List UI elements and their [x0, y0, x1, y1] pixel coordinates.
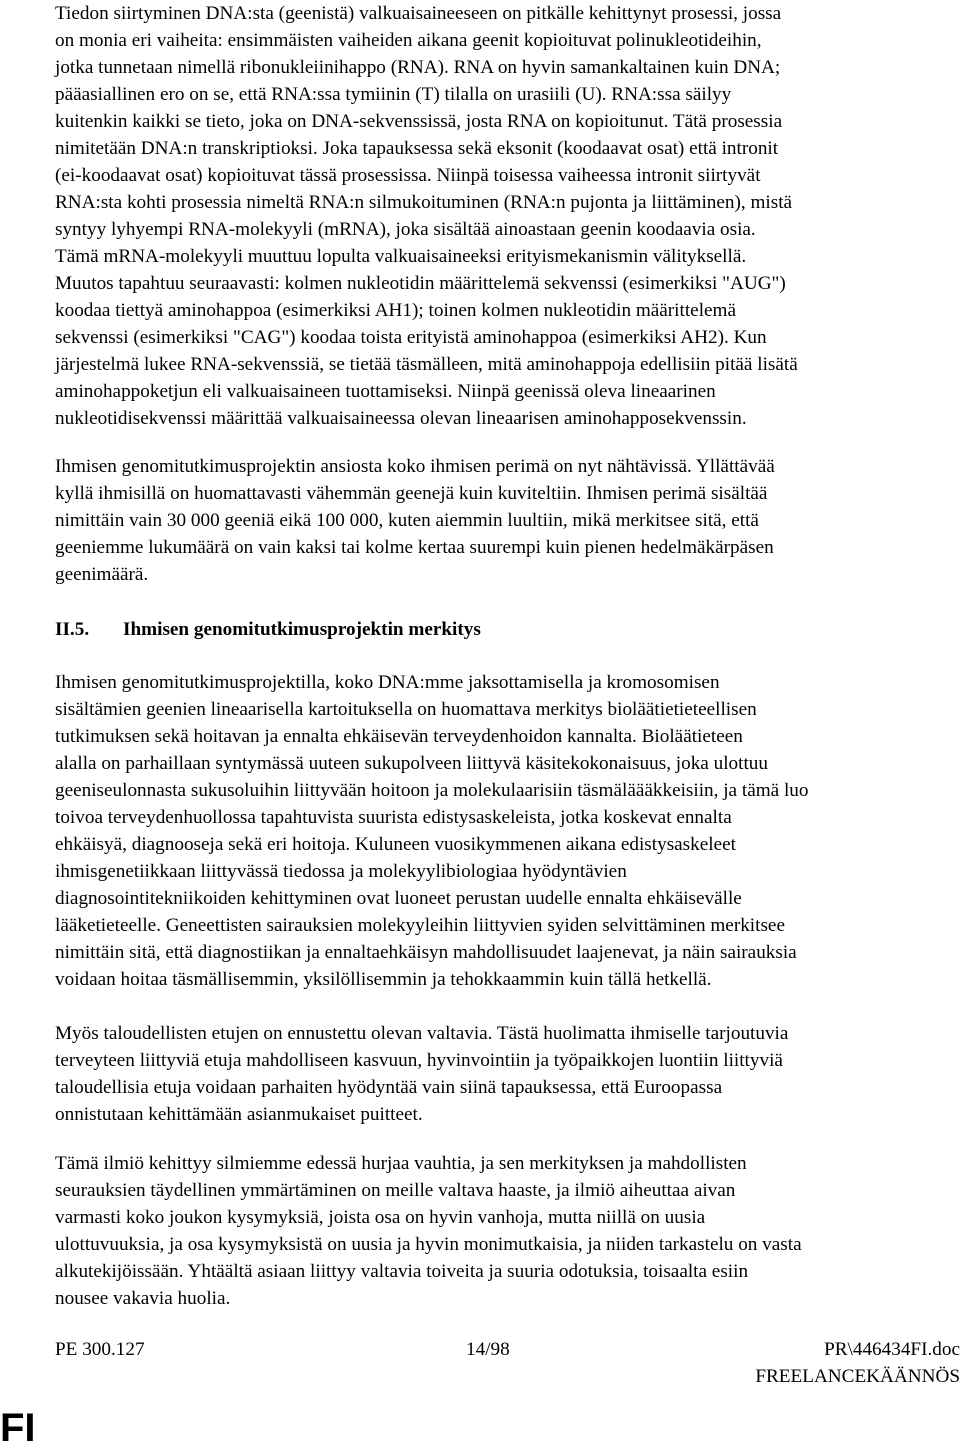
paragraph-line: jotka tunnetaan nimellä ribonukleiinihappo (RNA). RNA on hyvin samankaltainen kuin DNA; — [55, 57, 781, 78]
paragraph-line: nimitetään DNA:n transkriptioksi. Joka tapauksessa sekä eksonit (koodaavat osat) että intronit — [55, 138, 779, 159]
paragraph-line: Ihmisen genomitutkimusprojektin ansiosta koko ihmisen perimä on nyt nähtävissä. Yllättävää — [55, 456, 775, 477]
page-number: 14/98 — [466, 1339, 510, 1360]
paragraph-line: alkutekijöissään. Yhtäältä asiaan liittyy valtavia toiveita ja suuria odotuksia, toisaalta esiin — [55, 1261, 749, 1282]
paragraph-line: nukleotidisekvenssi määrittää valkuaisaineessa olevan lineaarisen aminohapposekvenssin. — [55, 408, 747, 429]
paragraph-line: Myös taloudellisten etujen on ennustettu olevan valtavia. Tästä huolimatta ihmiselle tarjoutuvia — [55, 1023, 789, 1044]
paragraph-line: nimittäin vain 30 000 geeniä eikä 100 000, kuten aiemmin luultiin, mikä merkitsee sitä, että — [55, 510, 759, 531]
section-title: Ihmisen genomitutkimusprojektin merkitys — [123, 619, 481, 640]
paragraph-line: Tiedon siirtyminen DNA:sta (geenistä) valkuaisaineeseen on pitkälle kehittynyt prosessi, jossa — [55, 3, 782, 24]
paragraph-line: varmasti koko joukon kysymyksiä, joista osa on hyvin vanhoja, mutta niillä on uusia — [55, 1207, 706, 1228]
paragraph-line: terveyteen liittyviä etuja mahdolliseen kasvuun, hyvinvointiin ja työpaikkojen luontiin liittyviä — [55, 1050, 783, 1071]
paragraph-line: järjestelmä lukee RNA-sekvenssiä, se tietää täsmälleen, mitä aminohappoja edellisiin pitää lisätä — [55, 354, 798, 375]
paragraph-line: Tämä ilmiö kehittyy silmiemme edessä hurjaa vauhtia, ja sen merkityksen ja mahdollisten — [55, 1153, 747, 1174]
paragraph-economic-benefits — [55, 1020, 960, 1128]
translation-note: FREELANCEKÄÄNNÖS — [755, 1366, 960, 1387]
paragraph-line: lääketieteelle. Geneettisten sairauksien molekyyleihin liittyvien syiden selvittäminen merkitsee — [55, 915, 785, 936]
paragraph-line: nimittäin sitä, että diagnostiikan ja ennaltaehkäisyn mahdollisuudet laajenevat, ja näin sairauksia — [55, 942, 797, 963]
paragraph-significance — [55, 669, 960, 993]
paragraph-line: nousee vakavia huolia. — [55, 1288, 231, 1309]
paragraph-line: kyllä ihmisillä on huomattavasti vähemmän geenejä kuin kuviteltiin. Ihmisen perimä sisältää — [55, 483, 768, 504]
paragraph-line: ihmisgenetiikkaan liittyvässä tiedossa ja molekyylibiologiaa hyödyntävien — [55, 861, 627, 882]
paragraph-line: ulottuvuuksia, ja osa kysymyksistä on uusia ja hyvin monimutkaisia, ja niiden tarkastelu on vasta — [55, 1234, 802, 1255]
paragraph-line: toivoa terveydenhuollossa tapahtuvista suurista edistysaskeleista, jotka koskevat ennalta — [55, 807, 732, 828]
paragraph-line: pääasiallinen ero on se, että RNA:ssa tymiinin (T) tilalla on urasiili (U). RNA:ssa säilyy — [55, 84, 732, 105]
paragraph-line: seurauksien täydellinen ymmärtäminen on meille valtava haaste, ja ilmiö aiheuttaa aivan — [55, 1180, 736, 1201]
paragraph-line: kuitenkin kaikki se tieto, joka on DNA-sekvenssissä, josta RNA on kopioitunut. Tätä prosessia — [55, 111, 783, 132]
language-code: FI — [0, 1406, 36, 1450]
paragraph-line: geenimäärä. — [55, 564, 149, 585]
paragraph-genome-project — [55, 453, 960, 588]
section-heading — [55, 616, 481, 643]
paragraph-line: geeniemme lukumäärä on vain kaksi tai kolme kertaa suurempi kuin pienen hedelmäkärpäsen — [55, 537, 774, 558]
paragraph-line: on monia eri vaiheita: ensimmäisten vaiheiden aikana geenit kopioituvat polinukleotideihin, — [55, 30, 762, 51]
paragraph-line: ehkäisyä, diagnooseja sekä eri hoitoja. Kuluneen vuosikymmenen aikana edistysaskeleet — [55, 834, 736, 855]
paragraph-line: aminohappoketjun eli valkuaisaineen tuottamiseksi. Niinpä geenissä oleva lineaarinen — [55, 381, 716, 402]
section-number: II.5. — [55, 619, 90, 640]
paragraph-line: voidaan hoitaa täsmällisemmin, yksilöllisemmin ja tehokkaammin kuin tällä hetkellä. — [55, 969, 712, 990]
paragraph-line: (ei-koodaavat osat) kopioituvat tässä prosessissa. Niinpä toisessa vaiheessa intronit siirtyvät — [55, 165, 761, 186]
paragraph-dna-transcription — [55, 0, 960, 432]
paragraph-line: RNA:sta kohti prosessia nimeltä RNA:n silmukoituminen (RNA:n pujonta ja liittäminen), mistä — [55, 192, 793, 213]
paragraph-challenges — [55, 1150, 960, 1312]
paragraph-line: geeniseulonnasta sukusoluihin liittyvään hoitoon ja molekulaarisiin täsmäläääkkeisiin, ja tämä luo — [55, 780, 809, 801]
paragraph-line: syntyy lyhyempi RNA-molekyyli (mRNA), joka sisältää ainoastaan geenin koodaavia osia. — [55, 219, 756, 240]
paragraph-line: sisältämien geenien lineaarisella kartoituksella on huomattava merkitys bioläätietieteellisen — [55, 699, 757, 720]
file-name: PR\446434FI.doc — [824, 1339, 960, 1360]
paragraph-line: onnistutaan kehittämään asianmukaiset puitteet. — [55, 1104, 423, 1125]
paragraph-line: diagnosointitekniikoiden kehittyminen ovat luoneet perustan uudelle ennalta ehkäisevälle — [55, 888, 742, 909]
document-reference: PE 300.127 — [55, 1339, 145, 1360]
paragraph-line: koodaa tiettyä aminohappoa (esimerkiksi AH1); toinen kolmen nukleotidin määrittelemä — [55, 300, 736, 321]
paragraph-line: sekvenssi (esimerkiksi "CAG") koodaa toista erityistä aminohappoa (esimerkiksi AH2). Kun — [55, 327, 767, 348]
paragraph-line: alalla on parhaillaan syntymässä uuteen sukupolveen liittyvä käsitekokonaisuus, joka ulottuu — [55, 753, 768, 774]
paragraph-line: taloudellisia etuja voidaan parhaiten hyödyntää vain siinä tapauksessa, että Euroopassa — [55, 1077, 723, 1098]
paragraph-line: Tämä mRNA-molekyyli muuttuu lopulta valkuaisaineeksi erityismekanismin välityksellä. — [55, 246, 747, 267]
paragraph-line: tutkimuksen sekä hoitavan ja ennalta ehkäisevän terveydenhoidon kannalta. Bioläätieteen — [55, 726, 743, 747]
paragraph-line: Ihmisen genomitutkimusprojektilla, koko DNA:mme jaksottamisella ja kromosomisen — [55, 672, 720, 693]
paragraph-line: Muutos tapahtuu seuraavasti: kolmen nukleotidin määrittelemä sekvenssi (esimerkiksi "AUG") — [55, 273, 786, 294]
